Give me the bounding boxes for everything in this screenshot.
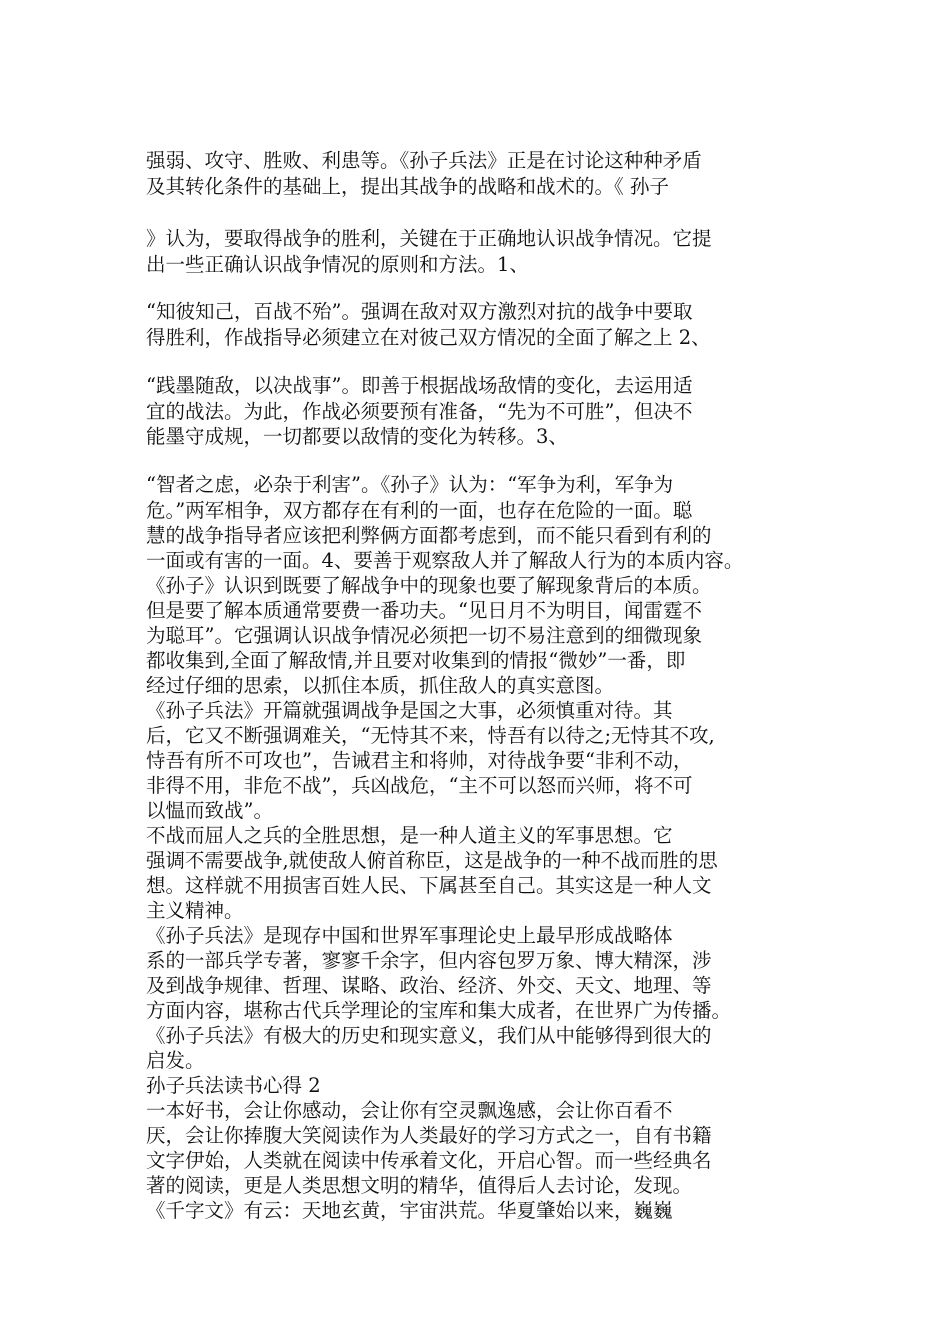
text-line: 想。这样就不用损害百姓人民、下属甚至自己。其实这是一种人文 (146, 874, 712, 897)
text-line: 得胜利，作战指导必须建立在对彼己双方情况的全面了解之上 2、 (146, 326, 711, 349)
text-line: 强弱、攻守、胜败、利患等。《孙子兵法》正是在讨论这种种矛盾 (146, 149, 702, 172)
text-line: 《孙子兵法》是现存中国和世界军事理论史上最早形成战略体 (146, 924, 673, 947)
text-line: 为聪耳”。它强调认识战争情况必须把一切不易注意到的细微现象 (146, 624, 702, 647)
text-line: 危。”两军相争，双方都存在有利的一面，也存在危险的一面。聪 (146, 499, 693, 522)
text-line: 《孙子兵法》有极大的历史和现实意义，我们从中能够得到很大的 (146, 1024, 712, 1047)
text-line: 后，它又不断强调难关，“无恃其不来，恃吾有以待之;无恃其不攻, (146, 724, 715, 747)
text-line: 一本好书，会让你感动，会让你有空灵飘逸感，会让你百看不 (146, 1099, 673, 1122)
text-line: 厌，会让你捧腹大笑阅读作为人类最好的学习方式之一，自有书籍 (146, 1124, 712, 1147)
text-line: 《孙子兵法》开篇就强调战争是国之大事，必须慎重对待。其 (146, 699, 673, 722)
text-line: 恃吾有所不可攻也”，告诫君主和将帅，对待战争要“非利不动， (146, 749, 693, 772)
text-line: 慧的战争指导者应该把利弊俩方面都考虑到，而不能只看到有利的 (146, 524, 712, 547)
text-line: 《千字文》有云：天地玄黄，宇宙洪荒。华夏肇始以来，巍巍 (146, 1199, 673, 1222)
text-line: 及到战争规律、哲理、谋略、政治、经济、外交、天文、地理、等 (146, 974, 712, 997)
text-line: 《孙子》认识到既要了解战争中的现象也要了解现象背后的本质。 (146, 574, 712, 597)
text-line: 不战而屈人之兵的全胜思想，是一种人道主义的军事思想。它 (146, 824, 673, 847)
text-line: 及其转化条件的基础上，提出其战争的战略和战术的。《 孙子 (146, 175, 669, 198)
text-line: “践墨随敌，以决战事”。即善于根据战场敌情的变化，去运用适 (146, 374, 693, 397)
text-line: 文字伊始，人类就在阅读中传承着文化，开启心智。而一些经典名 (146, 1149, 712, 1172)
text-line: 系的一部兵学专著，寥寥千余字，但内容包罗万象、博大精深，涉 (146, 949, 712, 972)
text-line: 一面或有害的一面。4、要善于观察敌人并了解敌人行为的本质内容。 (146, 549, 744, 572)
text-line: “智者之虑，必杂于利害”。《孙子》认为：“军争为利，军争为 (146, 473, 674, 496)
text-line: 著的阅读，更是人类思想文明的精华，值得后人去讨论，发现。 (146, 1174, 693, 1197)
text-line: 经过仔细的思索，以抓住本质，抓住敌人的真实意图。 (146, 674, 615, 697)
text-line: 非得不用，非危不战”，兵凶战危，“主不可以怒而兴师，将不可 (146, 774, 693, 797)
text-line: 能墨守成规，一切都要以敌情的变化为转移。3、 (146, 425, 568, 448)
text-line: 出一些正确认识战争情况的原则和方法。1、 (146, 253, 529, 276)
text-line: 宜的战法。为此，作战必须要预有准备，“先为不可胜”，但决不 (146, 400, 693, 423)
text-line: 但是要了解本质通常要费一番功夫。“见日月不为明目，闻雷霆不 (146, 599, 702, 622)
text-line: 方面内容，堪称古代兵学理论的宝库和集大成者，在世界广为传播。 (146, 999, 732, 1022)
text-line: 启发。 (146, 1049, 205, 1072)
text-line: 强调不需要战争,就使敌人俯首称臣，这是战争的一种不战而胜的思 (146, 849, 718, 872)
text-line: 主义精神。 (146, 899, 244, 922)
text-line: 都收集到,全面了解敌情,并且要对收集到的情报“微妙”一番，即 (146, 649, 686, 672)
text-line: 以愠而致战”。 (146, 799, 273, 822)
section-heading: 孙子兵法读书心得 2 (146, 1074, 321, 1097)
text-line: “知彼知己，百战不殆”。强调在敌对双方激烈对抗的战争中要取 (146, 300, 693, 323)
text-line: 》认为，要取得战争的胜利，关键在于正确地认识战争情况。它提 (146, 227, 712, 250)
